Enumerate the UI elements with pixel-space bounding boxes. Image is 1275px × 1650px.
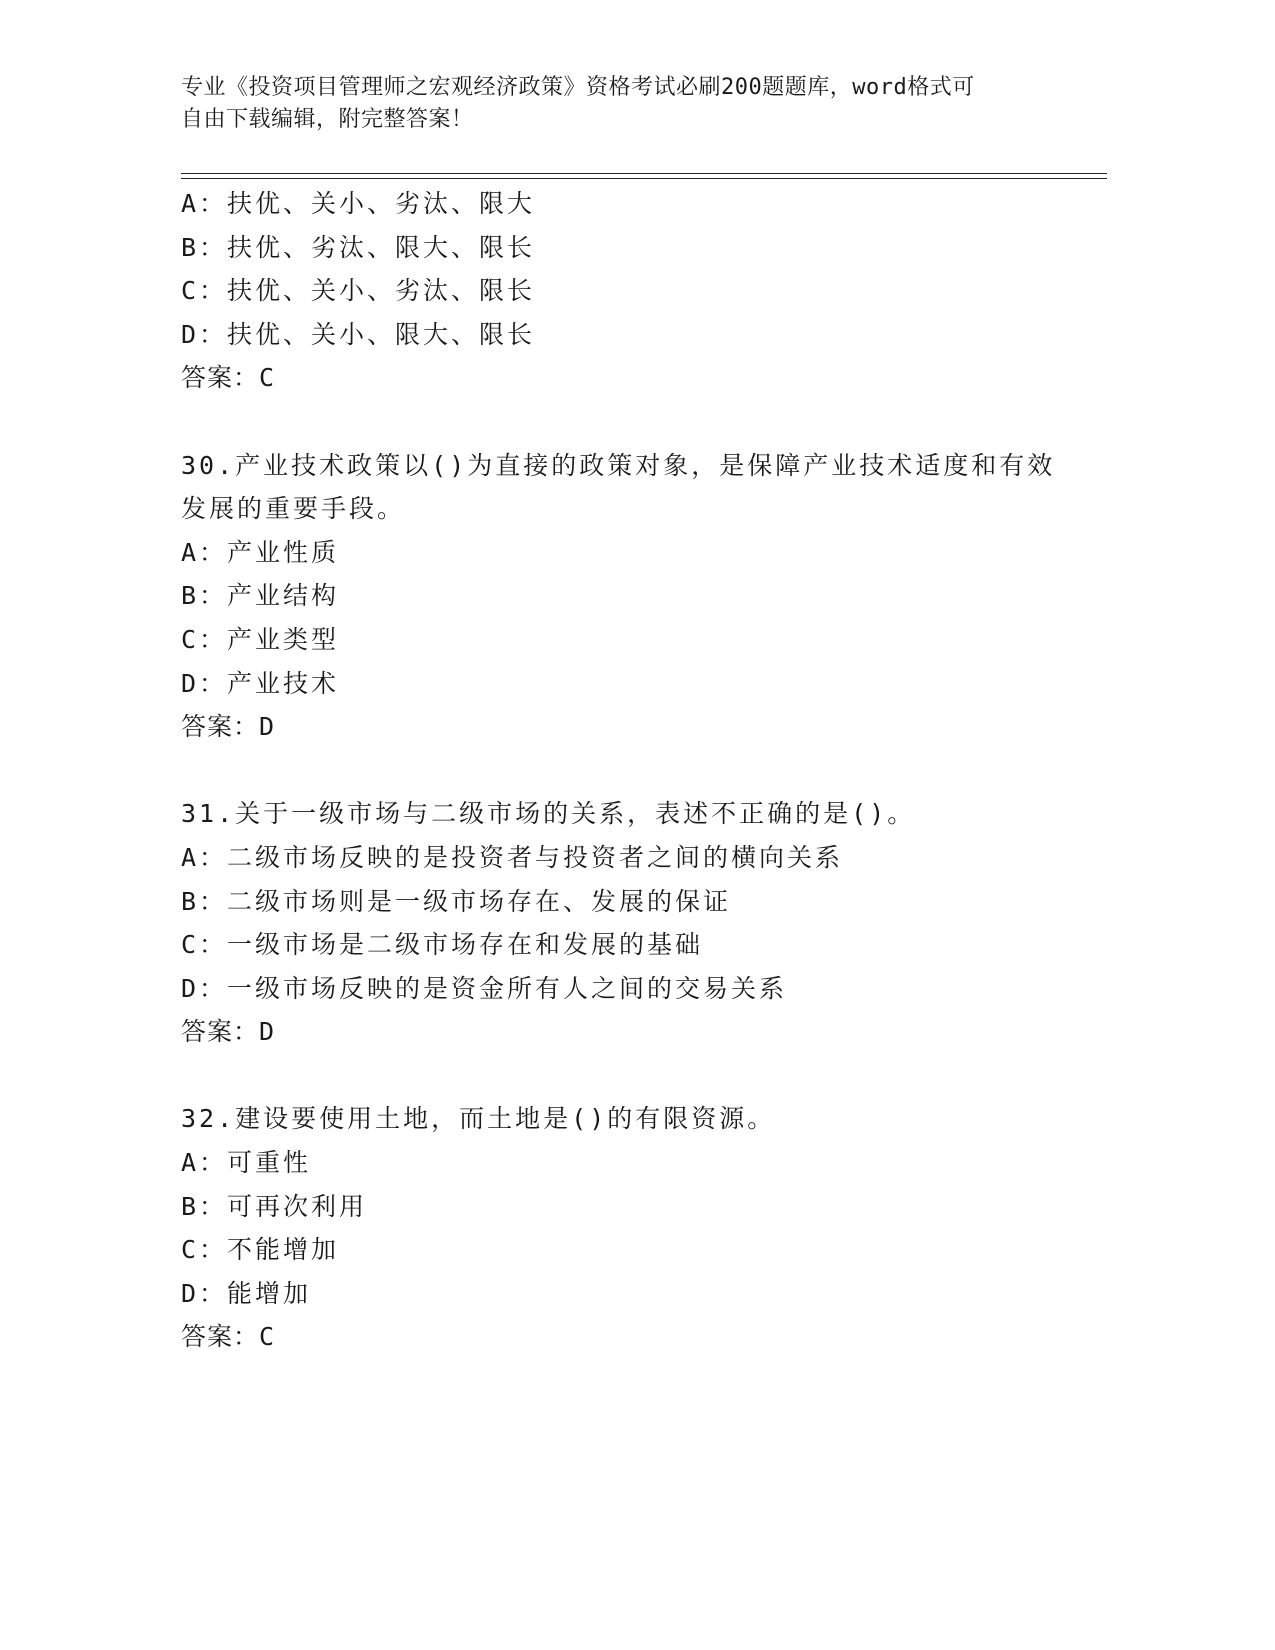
spacer	[181, 400, 1107, 444]
question-31	[181, 792, 1107, 1054]
header-line-2: 自由下载编辑，附完整答案！	[181, 107, 474, 132]
question-list	[181, 182, 1107, 1359]
answer: 答案：D	[181, 1017, 276, 1047]
document-header	[181, 72, 1061, 136]
header-line-1: 专业《投资项目管理师之宏观经济政策》资格考试必刷200题题库，word格式可	[181, 75, 975, 100]
option-b: B：二级市场则是一级市场存在、发展的保证	[181, 886, 732, 916]
option-b: B：扶优、劣汰、限大、限长	[181, 232, 536, 262]
answer: 答案：D	[181, 712, 276, 742]
option-a: A：可重性	[181, 1148, 312, 1178]
question-29-continued	[181, 182, 1107, 400]
option-c: C：产业类型	[181, 624, 340, 654]
question-30	[181, 444, 1107, 749]
question-stem-line-1: 30.产业技术政策以()为直接的政策对象，是保障产业技术适度和有效	[181, 450, 1056, 480]
option-c: C：一级市场是二级市场存在和发展的基础	[181, 930, 704, 960]
header-rule-bottom	[181, 178, 1107, 179]
option-d: D：产业技术	[181, 668, 340, 698]
header-rule-top	[181, 173, 1107, 174]
spacer	[181, 1054, 1107, 1098]
answer: 答案：C	[181, 1322, 276, 1352]
option-c: C：不能增加	[181, 1235, 340, 1265]
option-c: C：扶优、关小、劣汰、限长	[181, 276, 536, 306]
option-d: D：能增加	[181, 1278, 312, 1308]
option-a: A：二级市场反映的是投资者与投资者之间的横向关系	[181, 842, 844, 872]
option-b: B：产业结构	[181, 581, 340, 611]
spacer	[181, 749, 1107, 793]
question-stem-line-1: 32.建设要使用土地，而土地是()的有限资源。	[181, 1104, 776, 1134]
option-a: A：扶优、关小、劣汰、限大	[181, 189, 536, 218]
option-a: A：产业性质	[181, 537, 340, 567]
option-d: D：一级市场反映的是资金所有人之间的交易关系	[181, 973, 788, 1003]
question-stem-line-1: 31.关于一级市场与二级市场的关系，表述不正确的是()。	[181, 799, 916, 829]
answer: 答案：C	[181, 363, 276, 393]
option-b: B：可再次利用	[181, 1191, 368, 1221]
question-32	[181, 1097, 1107, 1359]
option-d: D：扶优、关小、限大、限长	[181, 319, 536, 349]
question-stem-line-2: 发展的重要手段。	[181, 494, 406, 524]
